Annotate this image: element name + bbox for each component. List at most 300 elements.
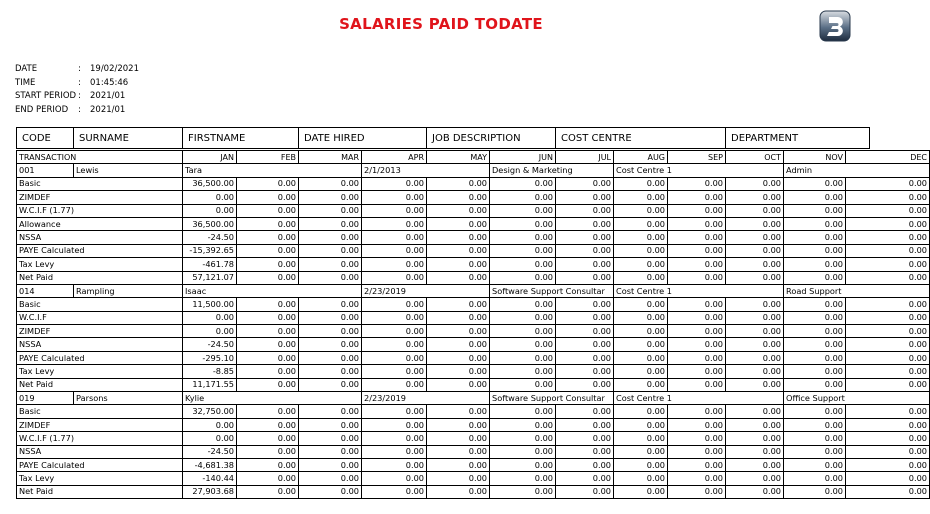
transaction-label: NSSA [17, 231, 183, 244]
amount-nov: 0.00 [784, 432, 846, 445]
amount-feb: 0.00 [237, 204, 299, 217]
amount-nov: 0.00 [784, 365, 846, 378]
amount-mar: 0.00 [299, 458, 362, 471]
amount-oct: 0.00 [726, 405, 784, 418]
amount-oct: 0.00 [726, 204, 784, 217]
employee-surname: Parsons [74, 392, 183, 405]
transaction-label: Net Paid [17, 378, 183, 391]
amount-nov: 0.00 [784, 418, 846, 431]
amount-apr: 0.00 [362, 351, 427, 364]
amount-sep: 0.00 [668, 378, 726, 391]
amount-jun: 0.00 [490, 418, 556, 431]
amount-may: 0.00 [427, 298, 490, 311]
column-header-may: MAY [427, 151, 490, 164]
amount-aug: 0.00 [614, 445, 668, 458]
amount-sep: 0.00 [668, 432, 726, 445]
amount-jul: 0.00 [556, 418, 614, 431]
amount-jan: -24.50 [183, 231, 237, 244]
amount-apr: 0.00 [362, 472, 427, 485]
amount-apr: 0.00 [362, 231, 427, 244]
amount-dec: 0.00 [846, 485, 930, 498]
amount-mar: 0.00 [299, 258, 362, 271]
amount-sep: 0.00 [668, 325, 726, 338]
amount-nov: 0.00 [784, 204, 846, 217]
amount-sep: 0.00 [668, 271, 726, 284]
header-job-description: JOB DESCRIPTION [427, 128, 556, 149]
employee-firstname: Kylie [183, 392, 362, 405]
employee-firstname: Tara [183, 164, 362, 177]
amount-oct: 0.00 [726, 311, 784, 324]
transaction-row [17, 378, 930, 391]
amount-oct: 0.00 [726, 472, 784, 485]
column-header-jan: JAN [183, 151, 237, 164]
amount-feb: 0.00 [237, 351, 299, 364]
amount-sep: 0.00 [668, 472, 726, 485]
amount-may: 0.00 [427, 338, 490, 351]
amount-mar: 0.00 [299, 298, 362, 311]
amount-may: 0.00 [427, 405, 490, 418]
header-code: CODE [17, 128, 74, 149]
employee-header-table [16, 127, 870, 149]
amount-may: 0.00 [427, 244, 490, 257]
amount-mar: 0.00 [299, 432, 362, 445]
amount-mar: 0.00 [299, 191, 362, 204]
transaction-label: Tax Levy [17, 472, 183, 485]
amount-apr: 0.00 [362, 445, 427, 458]
transaction-row [17, 445, 930, 458]
amount-oct: 0.00 [726, 378, 784, 391]
amount-may: 0.00 [427, 351, 490, 364]
amount-jun: 0.00 [490, 191, 556, 204]
amount-jun: 0.00 [490, 325, 556, 338]
amount-jan: -24.50 [183, 445, 237, 458]
amount-jan: 57,121.07 [183, 271, 237, 284]
amount-jul: 0.00 [556, 338, 614, 351]
amount-jun: 0.00 [490, 351, 556, 364]
amount-may: 0.00 [427, 217, 490, 230]
amount-jan: 0.00 [183, 432, 237, 445]
amount-jul: 0.00 [556, 365, 614, 378]
transaction-label: Basic [17, 405, 183, 418]
amount-may: 0.00 [427, 177, 490, 190]
amount-aug: 0.00 [614, 485, 668, 498]
amount-dec: 0.00 [846, 445, 930, 458]
amount-feb: 0.00 [237, 217, 299, 230]
amount-mar: 0.00 [299, 365, 362, 378]
employee-code: 019 [17, 392, 74, 405]
amount-nov: 0.00 [784, 177, 846, 190]
amount-jul: 0.00 [556, 378, 614, 391]
amount-mar: 0.00 [299, 325, 362, 338]
amount-dec: 0.00 [846, 325, 930, 338]
column-header-apr: APR [362, 151, 427, 164]
amount-sep: 0.00 [668, 298, 726, 311]
amount-nov: 0.00 [784, 472, 846, 485]
transaction-row [17, 405, 930, 418]
amount-jun: 0.00 [490, 485, 556, 498]
amount-dec: 0.00 [846, 298, 930, 311]
amount-jul: 0.00 [556, 325, 614, 338]
header-department: DEPARTMENT [726, 128, 870, 149]
amount-aug: 0.00 [614, 365, 668, 378]
amount-jun: 0.00 [490, 405, 556, 418]
amount-jun: 0.00 [490, 298, 556, 311]
amount-feb: 0.00 [237, 365, 299, 378]
amount-nov: 0.00 [784, 351, 846, 364]
amount-jul: 0.00 [556, 485, 614, 498]
amount-oct: 0.00 [726, 177, 784, 190]
amount-mar: 0.00 [299, 351, 362, 364]
salary-grid [16, 150, 930, 499]
amount-jun: 0.00 [490, 338, 556, 351]
amount-jan: 0.00 [183, 418, 237, 431]
amount-oct: 0.00 [726, 365, 784, 378]
employee-firstname: Isaac [183, 284, 362, 297]
column-header-aug: AUG [614, 151, 668, 164]
amount-jan: 36,500.00 [183, 177, 237, 190]
amount-apr: 0.00 [362, 405, 427, 418]
transaction-label: Tax Levy [17, 365, 183, 378]
employee-cost-centre: Cost Centre 1 [614, 392, 784, 405]
amount-dec: 0.00 [846, 458, 930, 471]
employee-job-description: Software Support Consultar [490, 392, 614, 405]
meta-date-label: DATE [15, 64, 38, 74]
amount-feb: 0.00 [237, 325, 299, 338]
transaction-row [17, 271, 930, 284]
amount-sep: 0.00 [668, 365, 726, 378]
amount-feb: 0.00 [237, 231, 299, 244]
amount-dec: 0.00 [846, 418, 930, 431]
amount-sep: 0.00 [668, 244, 726, 257]
amount-mar: 0.00 [299, 405, 362, 418]
amount-dec: 0.00 [846, 204, 930, 217]
amount-mar: 0.00 [299, 472, 362, 485]
amount-jun: 0.00 [490, 432, 556, 445]
amount-jun: 0.00 [490, 271, 556, 284]
amount-may: 0.00 [427, 445, 490, 458]
amount-nov: 0.00 [784, 338, 846, 351]
amount-jul: 0.00 [556, 432, 614, 445]
meta-start-period-label: START PERIOD [15, 91, 77, 101]
column-header-mar: MAR [299, 151, 362, 164]
employee-surname: Rampling [74, 284, 183, 297]
amount-dec: 0.00 [846, 365, 930, 378]
header-cost-centre: COST CENTRE [556, 128, 726, 149]
amount-jul: 0.00 [556, 351, 614, 364]
employee-row [17, 392, 930, 405]
amount-may: 0.00 [427, 311, 490, 324]
amount-mar: 0.00 [299, 244, 362, 257]
amount-sep: 0.00 [668, 485, 726, 498]
amount-aug: 0.00 [614, 204, 668, 217]
amount-jan: -15,392.65 [183, 244, 237, 257]
amount-apr: 0.00 [362, 418, 427, 431]
header-surname: SURNAME [74, 128, 183, 149]
amount-sep: 0.00 [668, 351, 726, 364]
amount-nov: 0.00 [784, 311, 846, 324]
meta-end-period-label: END PERIOD [15, 104, 69, 115]
amount-sep: 0.00 [668, 445, 726, 458]
amount-jun: 0.00 [490, 177, 556, 190]
amount-aug: 0.00 [614, 472, 668, 485]
transaction-row [17, 204, 930, 217]
transaction-label: PAYE Calculated [17, 458, 183, 471]
amount-jul: 0.00 [556, 177, 614, 190]
transaction-label: PAYE Calculated [17, 244, 183, 257]
amount-sep: 0.00 [668, 405, 726, 418]
amount-jun: 0.00 [490, 217, 556, 230]
header-date-hired: DATE HIRED [299, 128, 427, 149]
header-firstname: FIRSTNAME [183, 128, 299, 149]
amount-feb: 0.00 [237, 405, 299, 418]
amount-aug: 0.00 [614, 217, 668, 230]
amount-apr: 0.00 [362, 244, 427, 257]
amount-dec: 0.00 [846, 231, 930, 244]
amount-jan: -24.50 [183, 338, 237, 351]
transaction-label: W.C.I.F (1.77) [17, 432, 183, 445]
employee-department: Admin [784, 164, 930, 177]
amount-feb: 0.00 [237, 378, 299, 391]
transaction-label: ZIMDEF [17, 191, 183, 204]
transaction-label: NSSA [17, 445, 183, 458]
transaction-label: Basic [17, 298, 183, 311]
amount-dec: 0.00 [846, 271, 930, 284]
transaction-label: Net Paid [17, 485, 183, 498]
report-title: SALARIES PAID TODATE [339, 15, 543, 33]
amount-dec: 0.00 [846, 351, 930, 364]
column-header-row [17, 151, 930, 164]
amount-aug: 0.00 [614, 298, 668, 311]
amount-oct: 0.00 [726, 244, 784, 257]
amount-feb: 0.00 [237, 244, 299, 257]
employee-cost-centre: Cost Centre 1 [614, 284, 784, 297]
transaction-label: ZIMDEF [17, 418, 183, 431]
amount-oct: 0.00 [726, 485, 784, 498]
amount-aug: 0.00 [614, 311, 668, 324]
amount-aug: 0.00 [614, 418, 668, 431]
column-header-sep: SEP [668, 151, 726, 164]
amount-oct: 0.00 [726, 325, 784, 338]
transaction-label: NSSA [17, 338, 183, 351]
amount-apr: 0.00 [362, 298, 427, 311]
transaction-row [17, 325, 930, 338]
amount-jan: 11,500.00 [183, 298, 237, 311]
amount-jun: 0.00 [490, 311, 556, 324]
amount-jan: 36,500.00 [183, 217, 237, 230]
amount-dec: 0.00 [846, 244, 930, 257]
employee-date-hired: 2/23/2019 [362, 284, 490, 297]
transaction-label: W.C.I.F [17, 311, 183, 324]
amount-nov: 0.00 [784, 217, 846, 230]
amount-oct: 0.00 [726, 418, 784, 431]
transaction-row [17, 351, 930, 364]
meta-time-value: 01:45:46 [90, 77, 129, 88]
amount-dec: 0.00 [846, 311, 930, 324]
employee-job-description: Software Support Consultar [490, 284, 614, 297]
amount-apr: 0.00 [362, 432, 427, 445]
amount-mar: 0.00 [299, 217, 362, 230]
amount-jun: 0.00 [490, 472, 556, 485]
amount-sep: 0.00 [668, 177, 726, 190]
amount-sep: 0.00 [668, 258, 726, 271]
transaction-row [17, 365, 930, 378]
amount-dec: 0.00 [846, 432, 930, 445]
amount-nov: 0.00 [784, 231, 846, 244]
amount-may: 0.00 [427, 258, 490, 271]
amount-apr: 0.00 [362, 217, 427, 230]
column-header-dec: DEC [846, 151, 930, 164]
amount-nov: 0.00 [784, 325, 846, 338]
amount-nov: 0.00 [784, 458, 846, 471]
amount-apr: 0.00 [362, 271, 427, 284]
column-header-oct: OCT [726, 151, 784, 164]
amount-aug: 0.00 [614, 177, 668, 190]
amount-apr: 0.00 [362, 485, 427, 498]
amount-jan: 27,903.68 [183, 485, 237, 498]
employee-code: 014 [17, 284, 74, 297]
amount-jul: 0.00 [556, 191, 614, 204]
amount-oct: 0.00 [726, 298, 784, 311]
amount-mar: 0.00 [299, 378, 362, 391]
transaction-row [17, 177, 930, 190]
amount-may: 0.00 [427, 325, 490, 338]
amount-may: 0.00 [427, 485, 490, 498]
amount-aug: 0.00 [614, 458, 668, 471]
amount-jan: 0.00 [183, 191, 237, 204]
amount-nov: 0.00 [784, 244, 846, 257]
amount-jul: 0.00 [556, 204, 614, 217]
amount-jun: 0.00 [490, 258, 556, 271]
amount-jun: 0.00 [490, 365, 556, 378]
meta-end-period-value: 2021/01 [90, 104, 126, 115]
transaction-row [17, 485, 930, 498]
amount-feb: 0.00 [237, 485, 299, 498]
amount-oct: 0.00 [726, 271, 784, 284]
amount-jun: 0.00 [490, 445, 556, 458]
amount-feb: 0.00 [237, 458, 299, 471]
amount-feb: 0.00 [237, 418, 299, 431]
transaction-label: ZIMDEF [17, 325, 183, 338]
amount-mar: 0.00 [299, 231, 362, 244]
amount-mar: 0.00 [299, 177, 362, 190]
amount-apr: 0.00 [362, 338, 427, 351]
amount-may: 0.00 [427, 472, 490, 485]
amount-apr: 0.00 [362, 378, 427, 391]
amount-may: 0.00 [427, 231, 490, 244]
meta-time-label: TIME [15, 77, 36, 88]
transaction-row [17, 472, 930, 485]
transaction-label: W.C.I.F (1.77) [17, 204, 183, 217]
amount-may: 0.00 [427, 271, 490, 284]
amount-apr: 0.00 [362, 258, 427, 271]
amount-aug: 0.00 [614, 271, 668, 284]
amount-apr: 0.00 [362, 365, 427, 378]
amount-feb: 0.00 [237, 258, 299, 271]
amount-nov: 0.00 [784, 445, 846, 458]
amount-oct: 0.00 [726, 351, 784, 364]
amount-sep: 0.00 [668, 418, 726, 431]
employee-cost-centre: Cost Centre 1 [614, 164, 784, 177]
amount-aug: 0.00 [614, 325, 668, 338]
amount-jan: 0.00 [183, 204, 237, 217]
amount-feb: 0.00 [237, 271, 299, 284]
transaction-row [17, 298, 930, 311]
amount-oct: 0.00 [726, 191, 784, 204]
amount-apr: 0.00 [362, 191, 427, 204]
amount-apr: 0.00 [362, 311, 427, 324]
transaction-row [17, 244, 930, 257]
amount-dec: 0.00 [846, 472, 930, 485]
amount-dec: 0.00 [846, 217, 930, 230]
amount-sep: 0.00 [668, 204, 726, 217]
amount-apr: 0.00 [362, 204, 427, 217]
amount-jan: 0.00 [183, 311, 237, 324]
amount-apr: 0.00 [362, 458, 427, 471]
employee-date-hired: 2/1/2013 [362, 164, 490, 177]
amount-aug: 0.00 [614, 351, 668, 364]
transaction-row [17, 432, 930, 445]
amount-oct: 0.00 [726, 445, 784, 458]
transaction-row [17, 231, 930, 244]
amount-sep: 0.00 [668, 217, 726, 230]
amount-feb: 0.00 [237, 432, 299, 445]
transaction-row [17, 338, 930, 351]
column-header-jul: JUL [556, 151, 614, 164]
amount-aug: 0.00 [614, 191, 668, 204]
transaction-row [17, 191, 930, 204]
transaction-row [17, 258, 930, 271]
amount-mar: 0.00 [299, 418, 362, 431]
amount-oct: 0.00 [726, 338, 784, 351]
amount-may: 0.00 [427, 191, 490, 204]
amount-jan: -140.44 [183, 472, 237, 485]
amount-oct: 0.00 [726, 258, 784, 271]
amount-dec: 0.00 [846, 405, 930, 418]
amount-jun: 0.00 [490, 231, 556, 244]
amount-may: 0.00 [427, 458, 490, 471]
amount-jun: 0.00 [490, 204, 556, 217]
amount-feb: 0.00 [237, 298, 299, 311]
amount-apr: 0.00 [362, 177, 427, 190]
amount-nov: 0.00 [784, 258, 846, 271]
amount-may: 0.00 [427, 378, 490, 391]
amount-may: 0.00 [427, 418, 490, 431]
amount-aug: 0.00 [614, 378, 668, 391]
amount-mar: 0.00 [299, 271, 362, 284]
amount-aug: 0.00 [614, 231, 668, 244]
employee-date-hired: 2/23/2019 [362, 392, 490, 405]
amount-nov: 0.00 [784, 485, 846, 498]
amount-dec: 0.00 [846, 177, 930, 190]
amount-jul: 0.00 [556, 311, 614, 324]
amount-aug: 0.00 [614, 258, 668, 271]
amount-nov: 0.00 [784, 298, 846, 311]
amount-may: 0.00 [427, 204, 490, 217]
amount-oct: 0.00 [726, 458, 784, 471]
amount-may: 0.00 [427, 365, 490, 378]
amount-jul: 0.00 [556, 405, 614, 418]
amount-may: 0.00 [427, 432, 490, 445]
amount-mar: 0.00 [299, 204, 362, 217]
transaction-row [17, 311, 930, 324]
amount-jul: 0.00 [556, 271, 614, 284]
amount-oct: 0.00 [726, 432, 784, 445]
transaction-label: Tax Levy [17, 258, 183, 271]
transaction-row [17, 458, 930, 471]
transaction-row [17, 217, 930, 230]
amount-nov: 0.00 [784, 378, 846, 391]
employee-department: Office Support [784, 392, 930, 405]
